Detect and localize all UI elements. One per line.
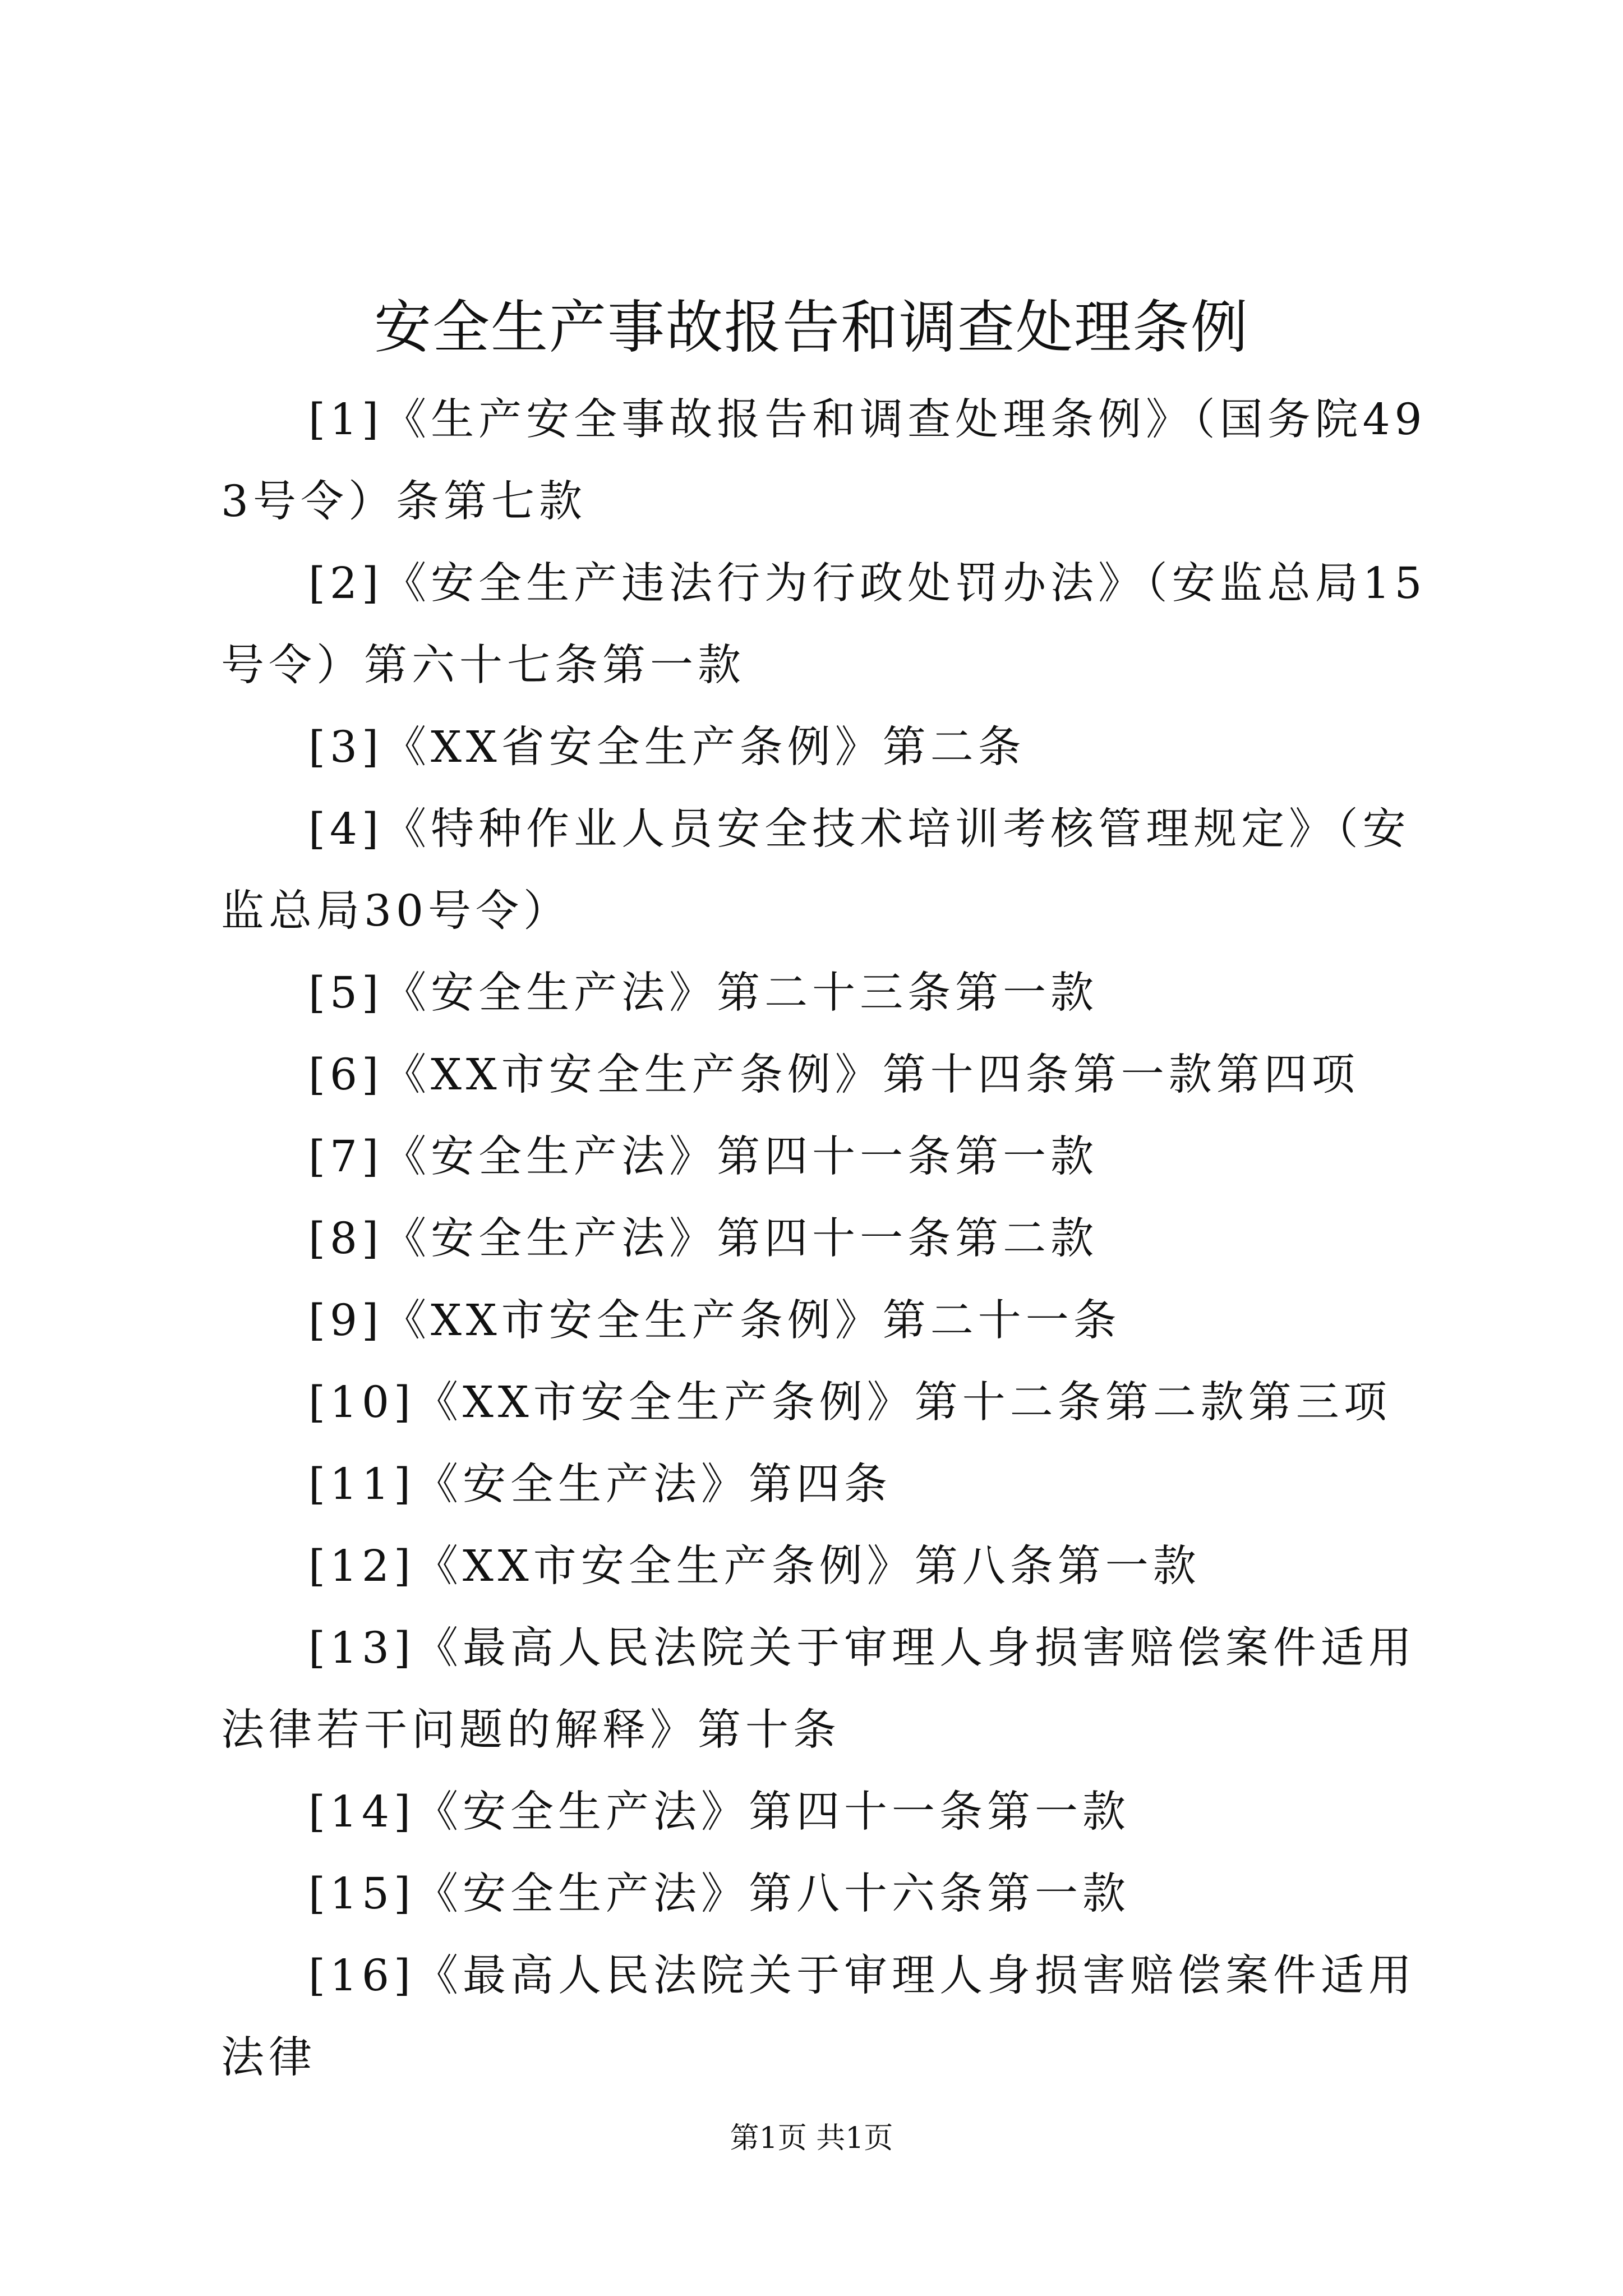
reference-item: [4]《特种作业人员安全技术培训考核管理规定》（安监总局30号令） [221, 804, 1410, 936]
reference-item: [5]《安全生产法》第二十三条第一款 [308, 968, 1099, 1018]
reference-item: [8]《安全生产法》第四十一条第二款 [308, 1214, 1099, 1264]
reference-item: [1]《生产安全事故报告和调查处理条例》（国务院493号令）条第七款 [221, 395, 1427, 527]
reference-item: [6]《XX市安全生产条例》第十四条第一款第四项 [308, 1050, 1359, 1100]
reference-item: [10]《XX市安全生产条例》第十二条第二款第三项 [308, 1378, 1391, 1428]
reference-item: [2]《安全生产违法行为行政处罚办法》（安监总局15号令）第六十七条第一款 [221, 559, 1427, 691]
reference-item: [15]《安全生产法》第八十六条第一款 [308, 1869, 1131, 1919]
page-title: 安全生产事故报告和调查处理条例 [374, 295, 1249, 361]
reference-list [221, 379, 1432, 2099]
reference-item: [9]《XX市安全生产条例》第二十一条 [308, 1296, 1121, 1346]
reference-item: [3]《XX省安全生产条例》第二条 [308, 723, 1026, 772]
reference-item: [16]《最高人民法院关于审理人身损害赔偿案件适用法律 [221, 1951, 1417, 2083]
reference-item: [11]《安全生产法》第四条 [308, 1460, 892, 1510]
reference-item: [13]《最高人民法院关于审理人身损害赔偿案件适用法律若干问题的解释》第十条 [221, 1623, 1417, 1755]
reference-item: [14]《安全生产法》第四十一条第一款 [308, 1787, 1131, 1837]
reference-item: [12]《XX市安全生产条例》第八条第一款 [308, 1542, 1201, 1591]
reference-item: [7]《安全生产法》第四十一条第一款 [308, 1132, 1099, 1182]
page-footer: 第1页 共1页 [730, 2122, 893, 2155]
